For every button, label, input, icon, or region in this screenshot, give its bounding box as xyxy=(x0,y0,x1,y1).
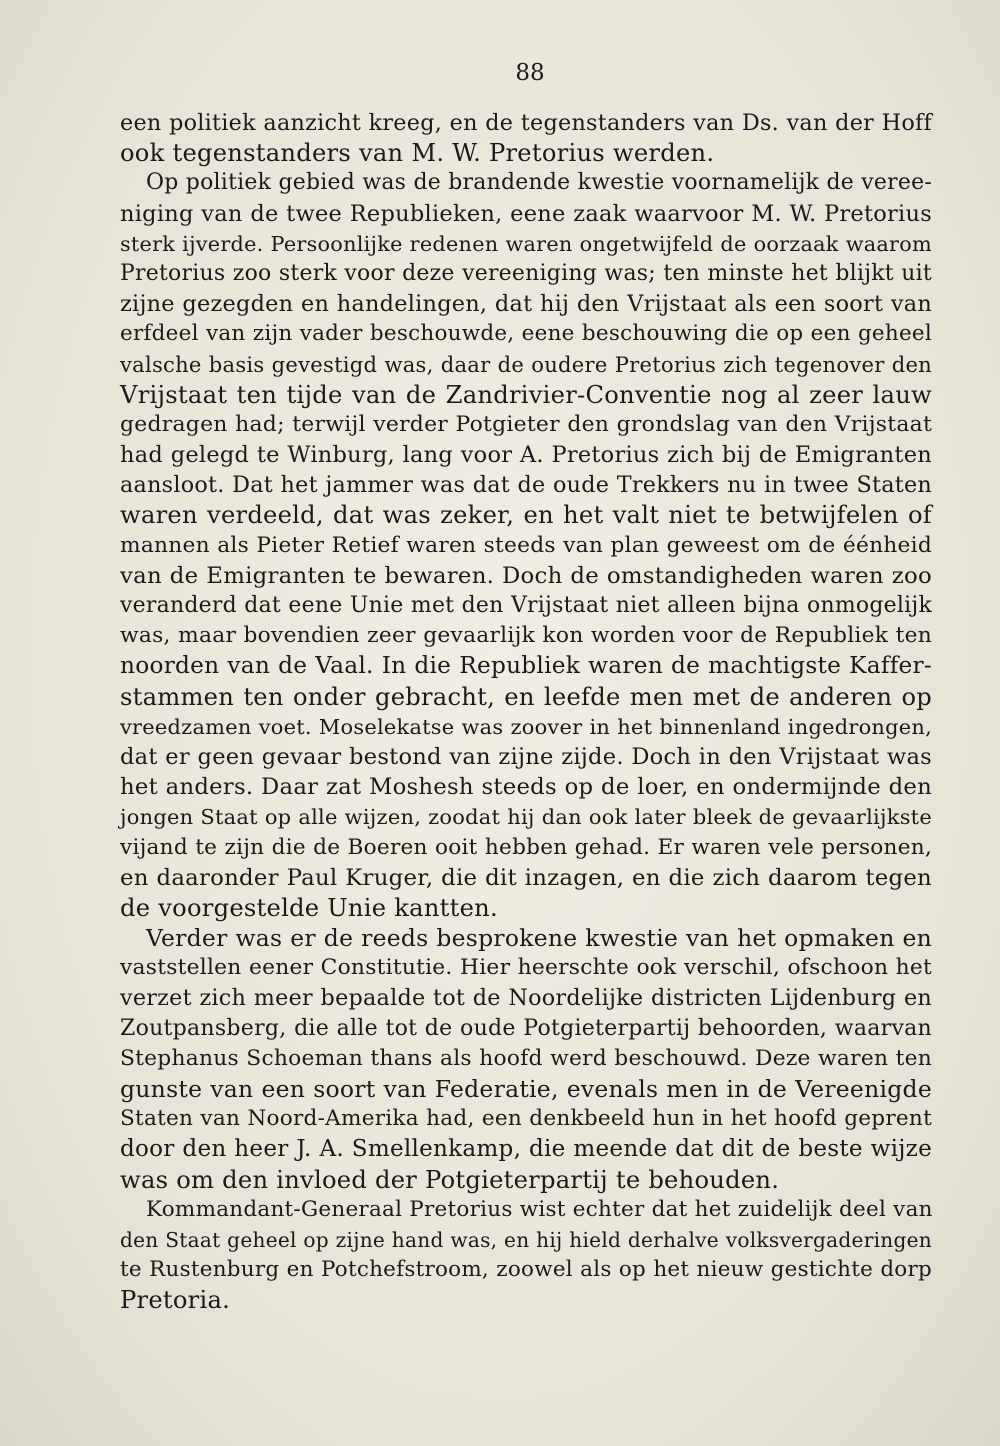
text-line: stammen ten onder gebracht, en leefde men met de anderen op xyxy=(120,682,932,711)
text-line: ook tegenstanders van M. W. Pretorius werden. xyxy=(120,139,715,168)
text-line: een politiek aanzicht kreeg, en de tegenstanders van Ds. van der Hoff xyxy=(120,110,932,136)
text-line: erfdeel van zijn vader beschouwde, eene beschouwing die op een geheel xyxy=(120,321,932,347)
text-line: Pretoria. xyxy=(120,1286,231,1315)
body-text xyxy=(120,108,932,1316)
text-line: zijne gezegden en handelingen, dat hij den Vrijstaat als een soort van xyxy=(120,291,932,318)
text-line: niging van de twee Republieken, eene zaak waarvoor M. W. Pretorius xyxy=(120,200,932,227)
text-line: Pretorius zoo sterk voor deze vereeniging was; ten minste het blijkt uit xyxy=(120,260,932,286)
page-number: 88 xyxy=(515,60,545,86)
text-line: het anders. Daar zat Moshesh steeds op de loer, en ondermijnde den xyxy=(120,774,932,801)
text-line: Vrijstaat ten tijde van de Zandrivier-Conventie nog al zeer lauw xyxy=(120,380,932,409)
text-line: Op politiek gebied was de brandende kwestie voornamelijk de veree- xyxy=(146,170,932,196)
text-line: den Staat geheel op zijne hand was, en hij hield derhalve volksvergaderingen xyxy=(120,1227,932,1252)
text-line: sterk ijverde. Persoonlijke redenen waren ongetwijfeld de oorzaak waarom xyxy=(120,231,932,256)
text-line: veranderd dat eene Unie met den Vrijstaat niet alleen bijna onmogelijk xyxy=(120,593,932,618)
text-line: vreedzamen voet. Moselekatse was zoover in het binnenland ingedrongen, xyxy=(120,714,932,739)
text-line: door den heer J. A. Smellenkamp, die meende dat dit de beste wijze xyxy=(120,1136,932,1163)
text-line: en daaronder Paul Kruger, die dit inzagen, en die zich daarom tegen xyxy=(120,864,932,891)
text-line: was om den invloed der Potgieterpartij te behouden. xyxy=(120,1165,780,1194)
text-line: Kommandant-Generaal Pretorius wist echter dat het zuidelijk deel van xyxy=(146,1196,933,1222)
text-line: te Rustenburg en Potchefstroom, zoowel als op het nieuw gestichte dorp xyxy=(120,1257,932,1283)
text-line: noorden van de Vaal. In die Republiek waren de machtigste Kaffer- xyxy=(120,652,932,680)
text-line: aansloot. Dat het jammer was dat de oude Trekkers nu in twee Staten xyxy=(120,472,932,499)
text-line: mannen als Pieter Retief waren steeds van plan geweest om de éénheid xyxy=(120,532,932,558)
text-line: Verder was er de reeds besprokene kwestie van het opmaken en xyxy=(146,924,932,953)
text-line: gedragen had; terwijl verder Potgieter den grondslag van den Vrijstaat xyxy=(120,411,932,437)
text-line: vijand te zijn die de Boeren ooit hebben gehad. Er waren vele personen, xyxy=(120,834,932,860)
text-line: waren verdeeld, dat was zeker, en het valt niet te betwijfelen of xyxy=(120,501,932,530)
text-line: Zoutpansberg, die alle tot de oude Potgieterpartij behoorden, waarvan xyxy=(120,1015,932,1041)
text-line: Staten van Noord-Amerika had, een denkbeeld hun in het hoofd geprent xyxy=(120,1106,932,1132)
text-line: jongen Staat op alle wijzen, zoodat hij dan ook later bleek de gevaarlijkste xyxy=(120,805,932,830)
text-line: had gelegd te Winburg, lang voor A. Pretorius zich bij de Emigranten xyxy=(120,442,932,469)
text-line: gunste van een soort van Federatie, evenals men in de Vereenigde xyxy=(120,1075,932,1103)
text-line: was, maar bovendien zeer gevaarlijk kon worden voor de Republiek ten xyxy=(120,623,932,649)
text-line: vaststellen eener Constitutie. Hier heerschte ook verschil, ofschoon het xyxy=(120,955,932,981)
text-line: valsche basis gevestigd was, daar de oudere Pretorius zich tegenover den xyxy=(120,351,932,377)
text-line: verzet zich meer bepaalde tot de Noordelijke districten Lijdenburg en xyxy=(120,985,932,1012)
text-line: dat er geen gevaar bestond van zijne zijde. Doch in den Vrijstaat was xyxy=(120,743,932,770)
text-line: van de Emigranten te bewaren. Doch de omstandigheden waren zoo xyxy=(120,562,932,589)
text-line: Stephanus Schoeman thans als hoofd werd beschouwd. Deze waren ten xyxy=(120,1045,932,1071)
text-line: de voorgestelde Unie kantten. xyxy=(120,893,498,922)
